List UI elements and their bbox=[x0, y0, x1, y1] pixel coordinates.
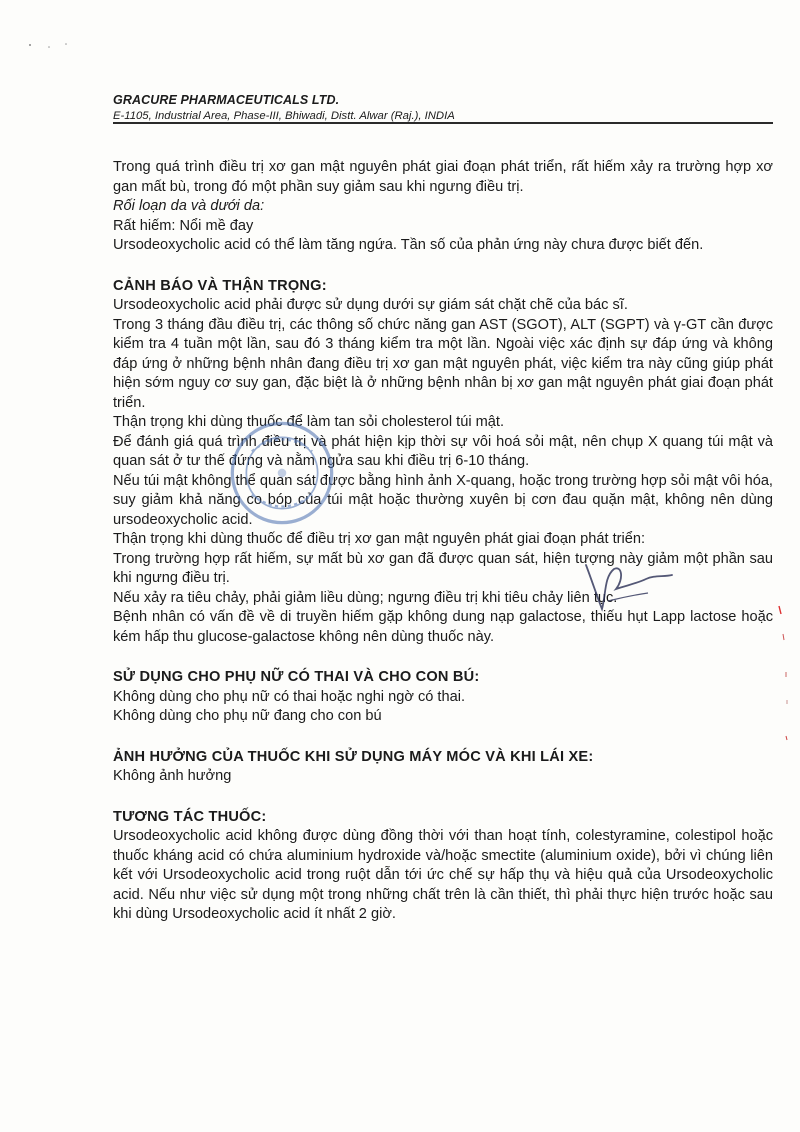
paragraph: Trong quá trình điều trị xơ gan mật nguyên phát giai đoạn phát triển, rất hiếm xảy ra trường hợp xơ gan mất bù, trong đó một phần suy giảm sau khi ngưng điều trị. bbox=[113, 159, 773, 195]
company-stamp bbox=[228, 419, 336, 527]
paragraph: Bệnh nhân có vấn đề về di truyền hiếm gặp không dung nạp galactose, thiếu hụt Lapp lactose hoặc kém hấp thu glucose-galactose không nên dùng thuốc này. bbox=[113, 609, 773, 645]
paragraph: Rất hiếm: Nổi mề đay bbox=[113, 217, 254, 234]
header-rule bbox=[113, 122, 773, 124]
signature bbox=[568, 555, 688, 615]
section-heading-interactions: TƯƠNG TÁC THUỐC: bbox=[113, 808, 267, 825]
section-heading-driving: ẢNH HƯỞNG CỦA THUỐC KHI SỬ DỤNG MÁY MÓC VÀ KHI LÁI XE: bbox=[113, 748, 594, 765]
paragraph: Thận trọng khi dùng thuốc để điều trị xơ gan mật nguyên phát giai đoạn phát triển: bbox=[113, 531, 646, 547]
section-heading-pregnancy: SỬ DỤNG CHO PHỤ NỮ CÓ THAI VÀ CHO CON BÚ: bbox=[113, 669, 480, 685]
letterhead bbox=[113, 93, 773, 123]
paragraph: Để đánh giá quá trình điều trị và phát hiện kịp thời sự vôi hoá sỏi mật, nên chụp X quang túi mật và quan sát ở tư thế đứng và nằm ngửa sau khi điều trị 6-10 tháng. bbox=[113, 433, 773, 469]
paragraph: Thận trọng khi dùng thuốc để làm tan sỏi cholesterol túi mật. bbox=[113, 414, 505, 430]
paragraph: Nếu túi mật không thể quan sát được bằng hình ảnh X-quang, hoặc trong trường hợp sỏi mật vôi hóa, suy giảm khả năng co bóp của túi mật hoặc thường xuyên bị cơn đau quặn mật, không nên dùng ursodeoxycholic acid. bbox=[113, 472, 773, 528]
company-name: GRACURE PHARMACEUTICALS LTD. bbox=[113, 93, 340, 107]
paragraph: Nếu xảy ra tiêu chảy, phải giảm liều dùng; ngưng điều trị khi tiêu chảy liên tục. bbox=[113, 589, 618, 606]
paragraph: Ursodeoxycholic acid phải được sử dụng dưới sự giám sát chặt chẽ của bác sĩ. bbox=[113, 297, 628, 313]
paragraph: Không dùng cho phụ nữ có thai hoặc nghi ngờ có thai. bbox=[113, 688, 466, 705]
paragraph: Trong trường hợp rất hiếm, sự mất bù xơ gan đã được quan sát, hiện tượng này giảm một phần sau khi ngưng điều trị. bbox=[113, 550, 773, 586]
document-body bbox=[113, 158, 773, 925]
section-heading-warnings: CẢNH BÁO VÀ THẬN TRỌNG: bbox=[113, 277, 327, 294]
company-address: E-1105, Industrial Area, Phase-III, Bhiwadi, Distt. Alwar (Raj.), INDIA bbox=[113, 110, 455, 122]
paragraph: Không ảnh hưởng bbox=[113, 768, 232, 784]
subheading-skin: Rối loạn da và dưới da: bbox=[113, 198, 265, 214]
paragraph: Trong 3 tháng đầu điều trị, các thông số chức năng gan AST (SGOT), ALT (SGPT) và γ-GT cần được kiểm tra 4 tuần một lần, sau đó 3 tháng kiểm tra một lần. Ngoài việc xác định sự đáp ứng và không đáp ứng ở những bệnh nhân đang điều trị xơ gan mật nguyên phát, việc kiểm tra này cũng giúp phát hiện sớm nguy cơ suy gan, đặc biệt là ở những bệnh nhân bị xơ gan mật nguyên phát giai đoạn phát triển. bbox=[113, 316, 773, 411]
paragraph: Ursodeoxycholic acid có thể làm tăng ngứa. Tần số của phản ứng này chưa được biết đến. bbox=[113, 237, 704, 253]
paragraph: Không dùng cho phụ nữ đang cho con bú bbox=[113, 708, 382, 724]
paragraph: Ursodeoxycholic acid không được dùng đồng thời với than hoạt tính, colestyramine, colestipol hoặc thuốc kháng acid có chứa aluminium hydroxide và/hoặc smectite (aluminium oxide), bởi vì chúng liên kết với Ursodeoxycholic acid trong ruột dẫn tới ức chế sự hấp thụ và hiệu quả của Ursodeoxycholic acid. Nếu như việc sử dụng một trong những chất trên là cần thiết, thì phải thực hiện trước hoặc sau khi dùng Ursodeoxycholic acid ít nhất 2 giờ. bbox=[113, 828, 773, 922]
